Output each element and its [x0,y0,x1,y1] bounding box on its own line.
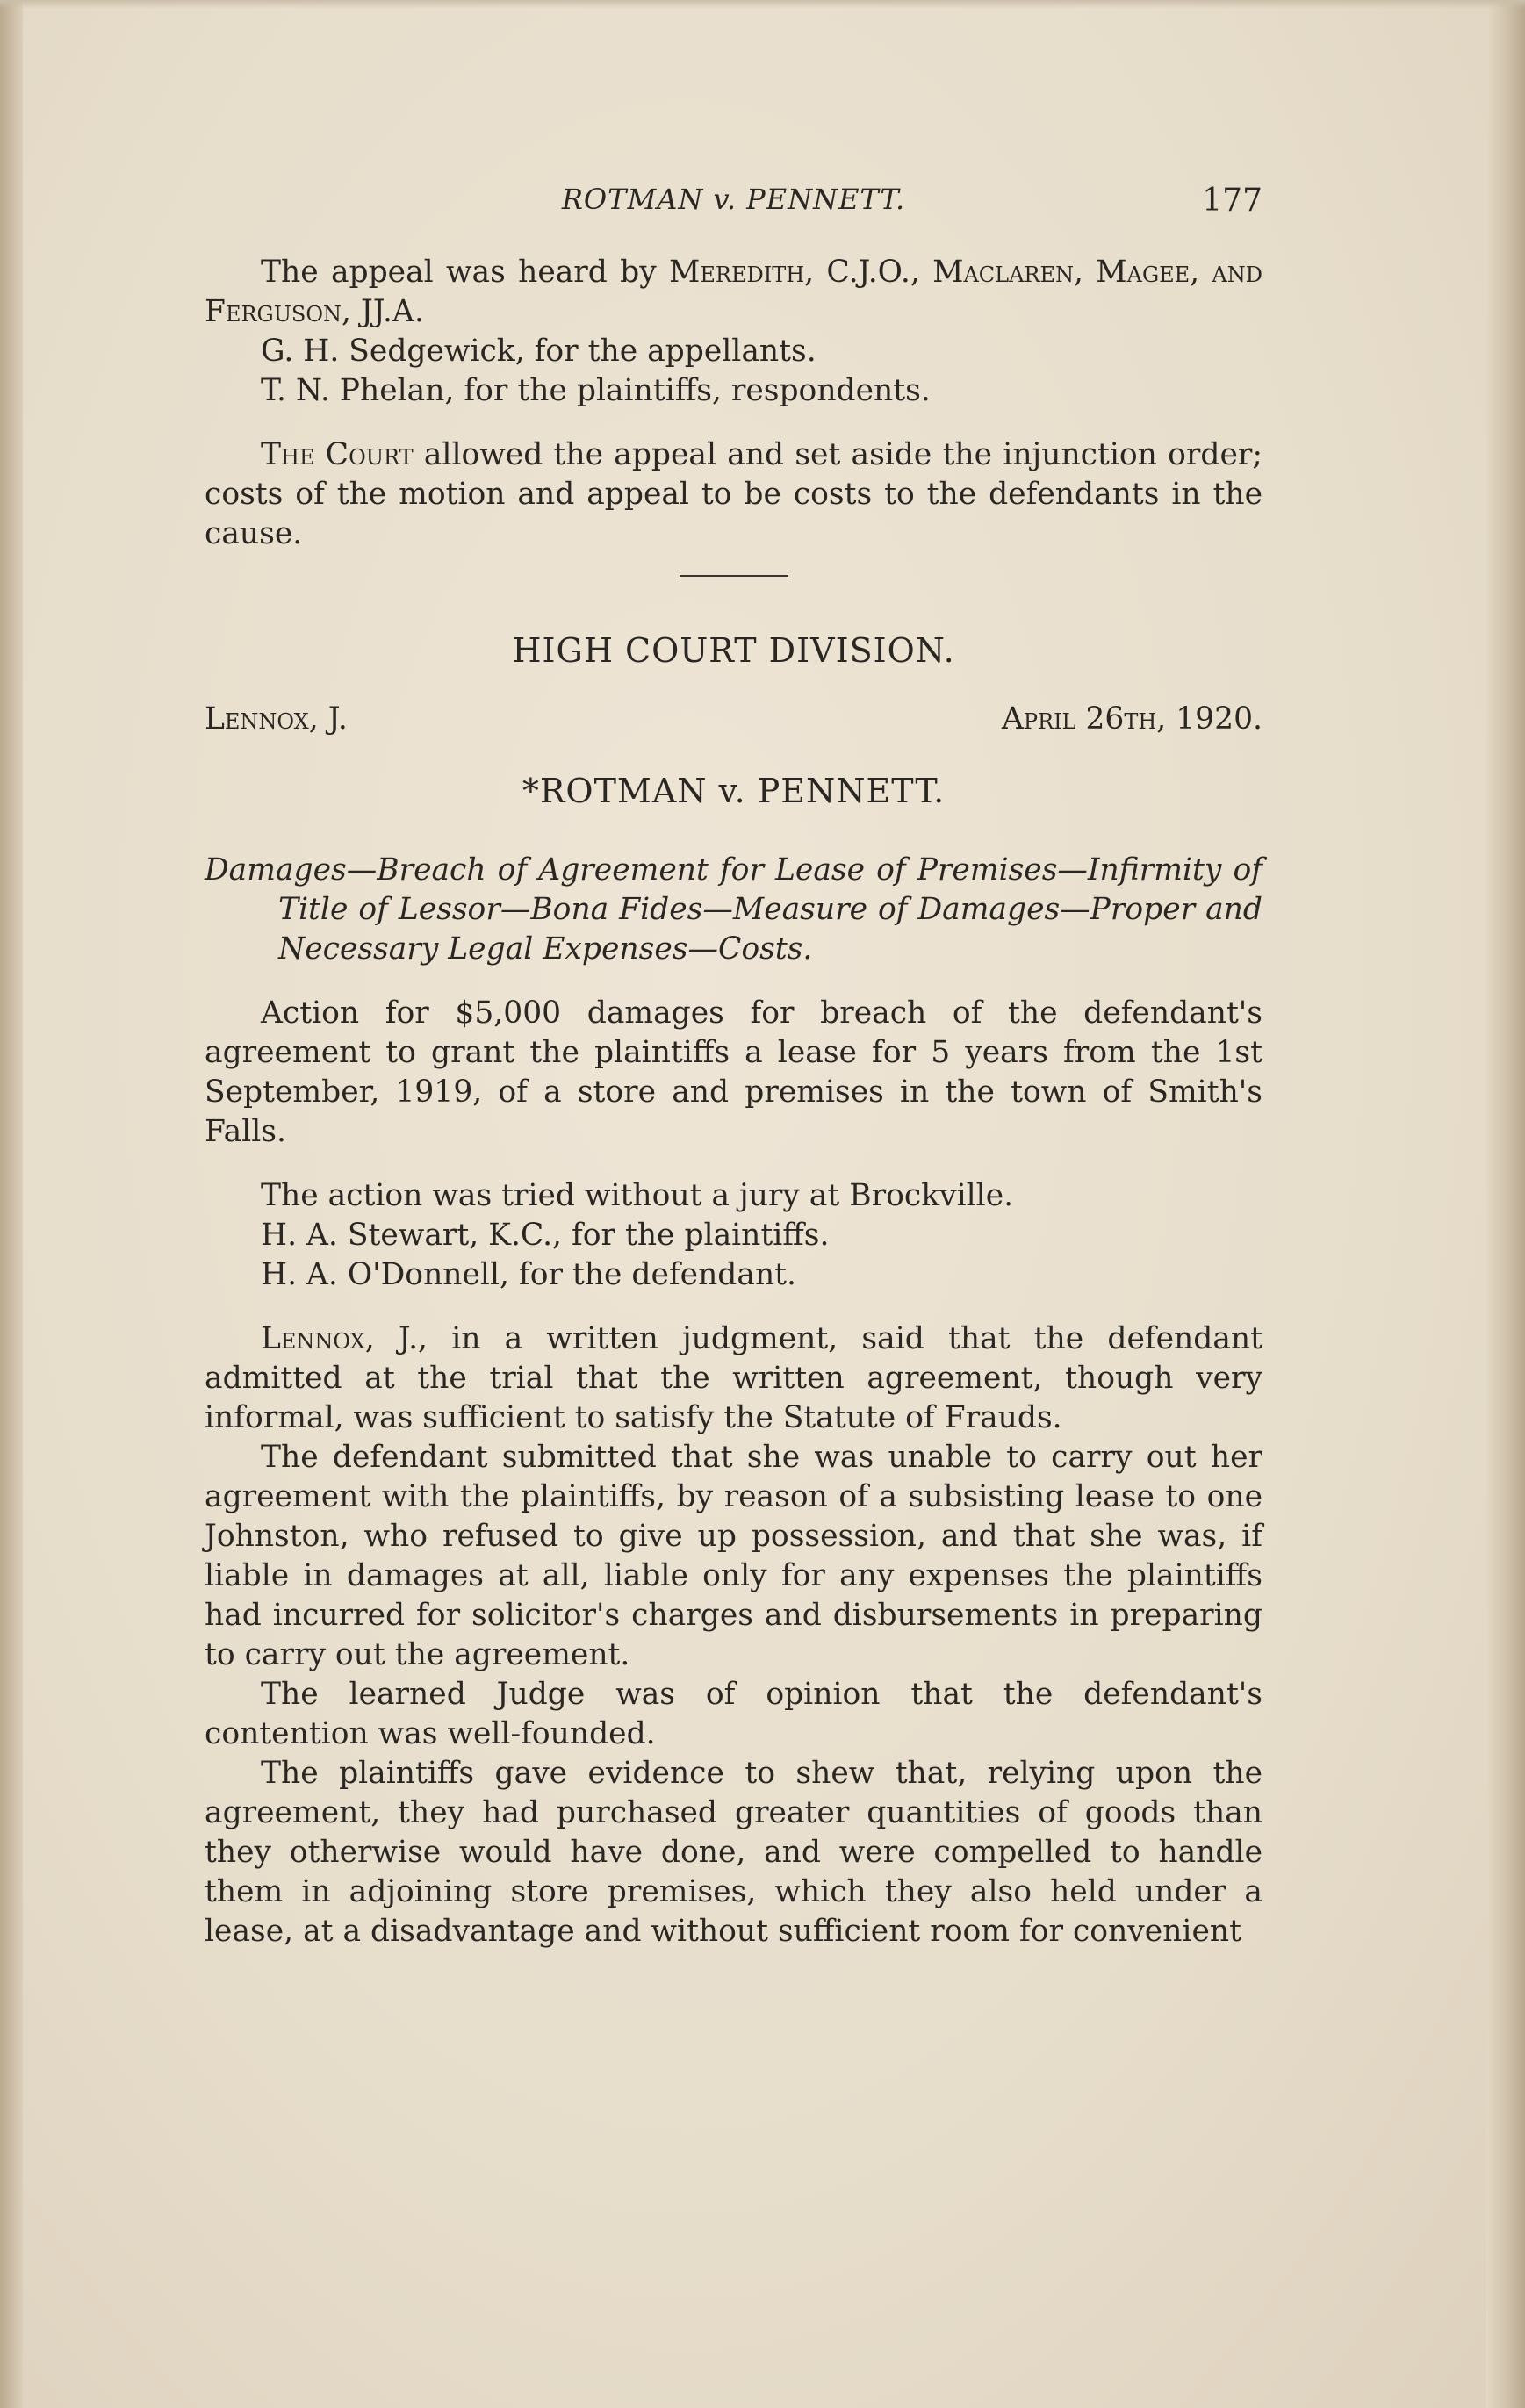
headnote: Damages—Breach of Agreement for Lease of Premises—Infirmity of Title of Lessor—Bona Fides—Measure of Damages—Proper and Necessary Legal Expenses—Costs. [205,852,1262,967]
case-title: *ROTMAN v. PENNETT. [522,772,946,810]
judgment-date: April 26th, 1920. [1001,701,1262,737]
appeal-judges: Meredith, C.J.O., Maclaren, Magee, and Ferguson [205,255,1262,329]
judgment-p1-text: , in a written judgment, said that the defendant admitted at the trial that the written agreement, though very informal, was sufficient to satisfy the Statute of Frauds. [205,1321,1263,1435]
page-spine-shadow [0,0,23,2408]
judgment-paragraph-3: The learned Judge was of opinion that the defendant's contention was well-founded. [205,1677,1262,1751]
appeal-heard-paragraph [205,253,1262,332]
judgment-lead: Lennox, J. [261,1321,419,1356]
court-decision-paragraph [205,435,1262,554]
court-decision-text: allowed the appeal and set aside the injunction order; costs of the motion and appeal to be costs to the defendants in the cause. [205,437,1262,551]
section-divider [680,575,788,577]
judgment-paragraph-4: The plaintiffs gave evidence to shew that, relying upon the agreement, they had purchased greater quantities of goods than they otherwise would have done, and were compelled to handle them in adjoining store premises, which they also held under a lease, at a disadvantage and without sufficient room for convenient [205,1756,1262,1949]
running-title: ROTMAN v. PENNETT. [561,183,906,216]
judgment-paragraph-1 [205,1319,1262,1438]
division-heading: HIGH COURT DIVISION. [512,631,955,670]
appeal-heard-suffix: , JJ.A. [342,294,424,329]
judge-name: Lennox, J. [205,701,348,737]
counsel-defendant: H. A. O'Donnell, for the defendant. [261,1257,796,1292]
court-decision-lead: The Court [261,437,414,472]
text-block [205,176,1262,1952]
judge-date-line [205,701,1262,742]
page-edge [1486,0,1525,2408]
action-summary: Action for $5,000 damages for breach of the defendant's agreement to grant the plaintiffs a lease for 5 years from the 1st September, 1919, of a store and premises in the town of Smith's Falls. [205,996,1262,1149]
judgment-paragraph-2: The defendant submitted that she was unable to carry out her agreement with the plaintiffs, by reason of a subsisting lease to one Johnston, who refused to give up possession, and that she was, if liable in damages at all, liable only for any expenses the plaintiffs had incurred for solicitor's charges and disbursements in preparing to carry out the agreement. [205,1440,1262,1672]
page-top-edge [0,0,1525,9]
counsel-plaintiffs: H. A. Stewart, K.C., for the plaintiffs. [261,1218,830,1253]
counsel-respondents: T. N. Phelan, for the plaintiffs, respondents. [261,373,931,408]
page-number: 177 [1202,183,1262,219]
trial-venue: The action was tried without a jury at Brockville. [261,1178,1014,1213]
appeal-heard-prefix: The appeal was heard by [261,255,670,290]
counsel-appellants: G. H. Sedgewick, for the appellants. [261,334,816,369]
running-header [205,176,1262,228]
